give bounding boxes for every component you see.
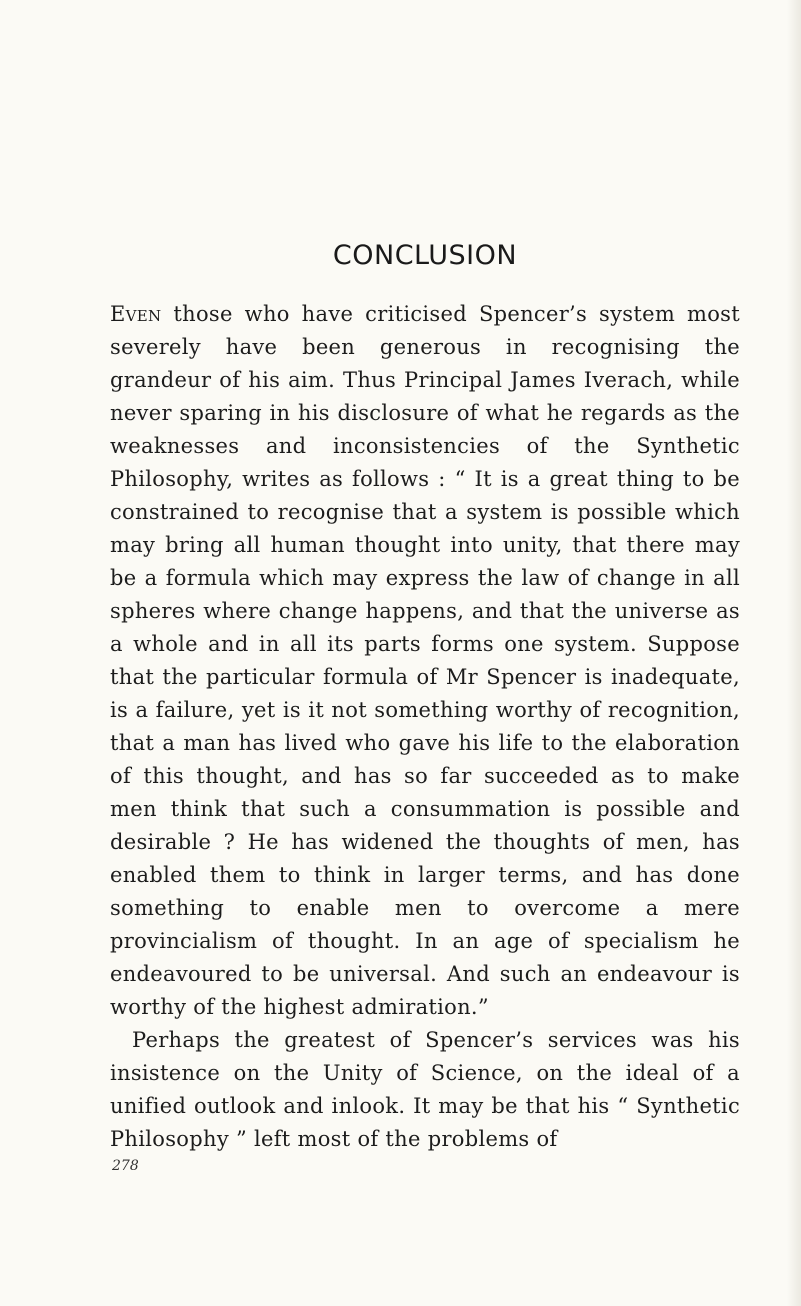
paragraph-2: Perhaps the greatest of Spencer’s services was his insistence on the Unity of Science, on the ideal of a unified outlook and inlook. It may be that his “ Synthetic Philosophy ” left most of the problems of bbox=[110, 1028, 740, 1151]
paragraph-1 bbox=[110, 298, 740, 1024]
lead-small-caps: ven bbox=[125, 302, 162, 326]
lead-initial: E bbox=[110, 302, 126, 326]
chapter-heading: CONCLUSION bbox=[332, 240, 518, 271]
book-page bbox=[110, 238, 740, 1176]
page-edge-shadow bbox=[787, 0, 801, 1306]
paragraph-1-body: those who have criticised Spencer’s system most severely have been generous in recognising the grandeur of his aim. Thus Principal James Iverach, while never sparing in his disclosure of what he regards as the weaknesses and inconsistencies of the Synthetic Philosophy, writes as follows : “ It is a great thing to be constrained to recognise that a system is possible which may bring all human thought into unity, that there may be a formula which may express the law of change in all spheres where change happens, and that the universe as a whole and in all its parts forms one system. Suppose that the particular formula of Mr Spencer is inadequate, is a failure, yet is it not something worthy of recognition, that a man has lived who gave his life to the elaboration of this thought, and has so far succeeded as to make men think that such a consummation is possible and desirable ? He has widened the thoughts of men, has enabled them to think in larger terms, and has done something to enable men to overcome a mere provincialism of thought. In an age of specialism he endeavoured to be universal. And such an endeavour is worthy of the highest admiration.” bbox=[110, 302, 740, 1019]
page-number: 278 bbox=[112, 1158, 139, 1174]
